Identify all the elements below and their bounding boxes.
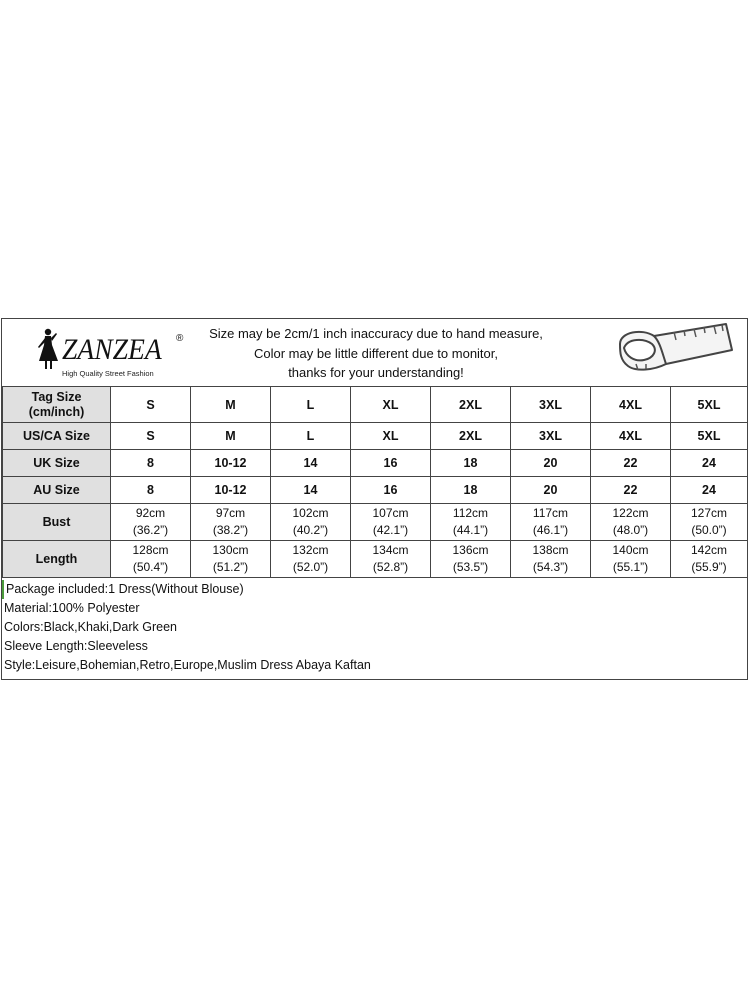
cell-cm: 132cm	[292, 543, 329, 557]
cell-cm: 140cm	[612, 543, 649, 557]
chart-header	[2, 319, 747, 387]
cell-cm: 112cm	[452, 506, 489, 520]
cell-inch: (55.1”)	[612, 560, 649, 574]
table-cell	[271, 541, 351, 578]
table-cell	[111, 504, 191, 541]
cell-cm: 117cm	[532, 506, 569, 520]
table-cell	[191, 541, 271, 578]
size-table	[2, 386, 748, 578]
cell-cm: 128cm	[132, 543, 169, 557]
cell-cm: 136cm	[452, 543, 489, 557]
cell-cm: 97cm	[215, 506, 246, 520]
disclaimer-text	[198, 324, 554, 383]
table-row	[3, 387, 748, 423]
tag-size-label: Tag Size	[31, 389, 82, 404]
table-cell: S	[111, 423, 191, 450]
table-cell: M	[191, 423, 271, 450]
cell-inch: (48.0”)	[612, 523, 649, 537]
table-cell: 3XL	[511, 387, 591, 423]
cell-inch: (55.9”)	[691, 560, 727, 574]
table-row	[3, 450, 748, 477]
brand-name: ZANZEA	[62, 333, 162, 366]
detail-material: Material:100% Polyester	[4, 601, 140, 615]
cell-inch: (50.0”)	[691, 523, 727, 537]
cell-inch: (52.0”)	[292, 560, 329, 574]
table-cell: XL	[351, 423, 431, 450]
size-chart-card	[1, 318, 748, 680]
cell-cm: 122cm	[612, 506, 649, 520]
disclaimer-line: Size may be 2cm/1 inch inaccuracy due to hand measure,	[209, 326, 543, 341]
cell-inch: (46.1”)	[532, 523, 569, 537]
table-cell	[431, 541, 511, 578]
table-row	[3, 504, 748, 541]
table-cell: 5XL	[671, 387, 748, 423]
cell-cm: 138cm	[532, 543, 569, 557]
table-cell: 18	[431, 477, 511, 504]
detail-colors: Colors:Black,Khaki,Dark Green	[4, 620, 177, 634]
table-cell: 18	[431, 450, 511, 477]
table-cell	[671, 504, 748, 541]
table-cell: 20	[511, 477, 591, 504]
table-cell	[591, 504, 671, 541]
table-row	[3, 541, 748, 578]
table-cell	[431, 504, 511, 541]
table-cell: 8	[111, 477, 191, 504]
row-header-bust: Bust	[3, 504, 111, 541]
table-cell: 24	[671, 450, 748, 477]
cell-cm: 127cm	[690, 506, 728, 520]
cell-cm: 102cm	[292, 506, 329, 520]
measuring-tape-icon	[614, 322, 734, 382]
cell-cm: 142cm	[690, 543, 728, 557]
cell-cm: 107cm	[372, 506, 409, 520]
row-header-au-size: AU Size	[3, 477, 111, 504]
cell-cm: 134cm	[372, 543, 409, 557]
table-cell: 22	[591, 477, 671, 504]
table-cell	[671, 541, 748, 578]
table-cell: M	[191, 387, 271, 423]
cell-inch: (50.4”)	[132, 560, 169, 574]
row-header-length: Length	[3, 541, 111, 578]
table-row	[3, 423, 748, 450]
cell-inch: (38.2”)	[212, 523, 249, 537]
registered-mark: ®	[176, 333, 184, 344]
table-cell: 14	[271, 450, 351, 477]
table-cell: L	[271, 423, 351, 450]
table-cell	[191, 504, 271, 541]
table-cell: 2XL	[431, 387, 511, 423]
brand-tagline: High Quality Street Fashion	[62, 369, 154, 378]
table-row	[3, 477, 748, 504]
cell-inch: (36.2”)	[132, 523, 169, 537]
detail-style: Style:Leisure,Bohemian,Retro,Europe,Muslim Dress Abaya Kaftan	[4, 658, 371, 672]
table-cell	[591, 541, 671, 578]
table-cell: 10-12	[191, 450, 271, 477]
cell-inch: (52.8”)	[372, 560, 409, 574]
table-cell: 10-12	[191, 477, 271, 504]
table-cell	[111, 541, 191, 578]
product-details	[2, 580, 747, 675]
disclaimer-line: thanks for your understanding!	[288, 365, 464, 380]
table-cell: 5XL	[671, 423, 748, 450]
table-cell: 22	[591, 450, 671, 477]
table-cell	[271, 504, 351, 541]
disclaimer-line: Color may be little different due to monitor,	[254, 345, 498, 361]
table-cell: XL	[351, 387, 431, 423]
table-cell: 14	[271, 477, 351, 504]
row-header-tag-size	[3, 387, 111, 423]
table-cell: 4XL	[591, 423, 671, 450]
detail-package: Package included:1 Dress(Without Blouse)	[2, 580, 747, 599]
cell-cm: 92cm	[135, 506, 166, 520]
table-cell: 20	[511, 450, 591, 477]
cell-inch: (53.5”)	[452, 560, 489, 574]
table-cell	[351, 504, 431, 541]
detail-sleeve-length: Sleeve Length:Sleeveless	[4, 639, 148, 653]
table-cell: 4XL	[591, 387, 671, 423]
woman-silhouette-icon	[36, 327, 64, 371]
cell-cm: 130cm	[212, 543, 249, 557]
brand-logo	[32, 327, 192, 383]
table-cell	[511, 541, 591, 578]
cell-inch: (51.2”)	[212, 560, 249, 574]
cell-inch: (54.3”)	[532, 560, 569, 574]
table-cell: 16	[351, 477, 431, 504]
table-cell: 16	[351, 450, 431, 477]
table-cell: 3XL	[511, 423, 591, 450]
table-cell: 24	[671, 477, 748, 504]
tag-size-unit: (cm/inch)	[28, 404, 85, 419]
table-cell	[351, 541, 431, 578]
table-cell: L	[271, 387, 351, 423]
table-cell: S	[111, 387, 191, 423]
row-header-uk-size: UK Size	[3, 450, 111, 477]
row-header-us-ca-size: US/CA Size	[3, 423, 111, 450]
table-cell: 8	[111, 450, 191, 477]
cell-inch: (44.1”)	[452, 523, 489, 537]
table-cell: 2XL	[431, 423, 511, 450]
table-cell	[511, 504, 591, 541]
cell-inch: (42.1”)	[372, 523, 409, 537]
cell-inch: (40.2”)	[292, 523, 329, 537]
